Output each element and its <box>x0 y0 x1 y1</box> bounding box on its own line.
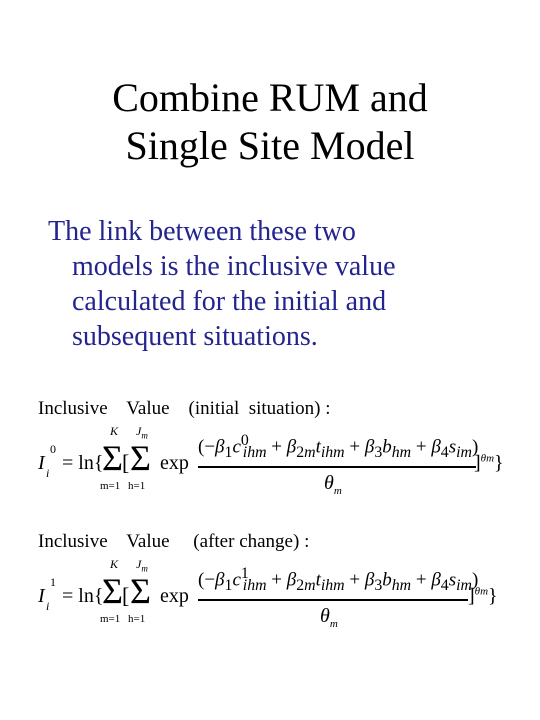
outer-sum-lower: m=1 <box>100 613 121 625</box>
open-bracket: [ <box>122 583 130 608</box>
close-brackets: ]$^{\theta m}$} <box>474 452 504 474</box>
fraction-bar <box>198 466 476 468</box>
equation-label-initial: Inclusive Value (initial situation) : <box>38 398 331 419</box>
body-line-4: subsequent situations. <box>72 321 318 352</box>
formula-after <box>38 553 498 649</box>
exp-function: exp <box>160 452 189 474</box>
formula-initial <box>38 420 504 516</box>
open-bracket: [ <box>122 450 130 475</box>
equation-initial <box>38 398 504 516</box>
body-line-2: models is the inclusive value <box>72 251 396 282</box>
body-line-1: The link between these two <box>48 216 356 247</box>
outer-sum-sign: Σ <box>102 571 123 611</box>
fraction-bar <box>198 599 468 601</box>
ln-operator: = ln{ <box>62 452 104 474</box>
slide-title <box>0 74 540 170</box>
inner-sum-lower: h=1 <box>128 480 146 492</box>
body-line-3: calculated for the initial and <box>72 286 387 317</box>
numerator: $(-\beta_1c^1_{ihm} + \beta_{2m}t_{ihm} + \beta_3b_{hm} + \beta_4s_{im})$ <box>198 565 479 595</box>
denominator: $\theta_m$ <box>324 472 342 497</box>
ln-operator: = ln{ <box>62 585 104 607</box>
inner-sum-upper: $J_m$ <box>136 557 148 574</box>
outer-sum-upper: K <box>110 424 119 438</box>
lhs-symbol: I 0 i <box>38 442 56 480</box>
denominator: $\theta_m$ <box>320 605 338 630</box>
outer-sum-sign: Σ <box>102 438 123 478</box>
body-paragraph <box>48 214 518 354</box>
title-line-2: Single Site Model <box>125 123 415 168</box>
outer-sum-lower: m=1 <box>100 480 121 492</box>
close-brackets: ]$^{\theta m}$} <box>468 585 498 607</box>
title-line-1: Combine RUM and <box>112 75 428 120</box>
equation-after <box>38 531 498 649</box>
lhs-symbol: I 1 i <box>38 575 56 613</box>
outer-sum-upper: K <box>110 557 119 571</box>
numerator: $(-\beta_1c^0_{ihm} + \beta_{2m}t_{ihm} + \beta_3b_{hm} + \beta_4s_{im})$ <box>198 432 479 462</box>
inner-sum-sign: Σ <box>130 571 151 611</box>
exp-function: exp <box>160 585 189 607</box>
inner-sum-sign: Σ <box>130 438 151 478</box>
inner-sum-lower: h=1 <box>128 613 146 625</box>
equation-label-after: Inclusive Value (after change) : <box>38 531 310 552</box>
inner-sum-upper: $J_m$ <box>136 424 148 441</box>
